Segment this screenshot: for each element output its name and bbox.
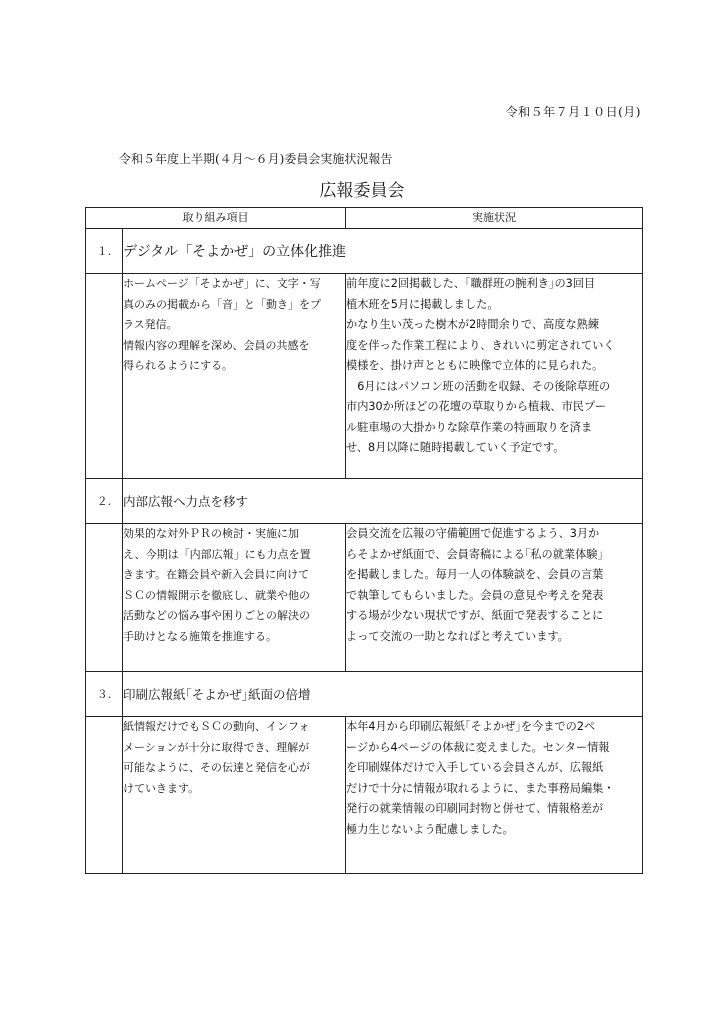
report-table xyxy=(85,207,643,874)
section-heading: 内部広報へ力点を移す xyxy=(123,479,643,524)
item-description: 効果的な対外ＰＲの検討・実施に加 え、今期は「内部広報」にも力点を置 きます。在籍会員や新入会員に向けて ＳＣの情報開示を徹底し、就業や他の 活動などの悩み事や困りごとの解決の 手助けとなる施策を推進する。 xyxy=(123,524,346,672)
report-date: 令和５年７月１０日(月) xyxy=(505,105,641,119)
item-description: ホームページ「そよかぜ」に、文字・写 真のみの掲載から「音」と「動き」をプ ラス発信。 情報内容の理解を深め、会員の共感を 得られるようにする。 xyxy=(123,274,346,479)
section-content-row xyxy=(86,274,643,479)
committee-title: 広報委員会 xyxy=(319,181,405,201)
status-description: 前年度に2回掲載した、｢職群班の腕利き｣の3回目 植木班を5月に掲載しました。 かなり生い茂った樹木が2時間余りで、高度な熟練 度を伴った作業工程により、きれいに剪定されていく 模様を、掛け声とともに映像で立体的に見られた。 6月にはパソコン班の活動を収録、その後除草班の 市内30か所ほどの花壇の草取りから植栽、市民プー ル駐車場の大掛かりな除草作業の特画取りを済ま せ、8月以降に随時掲載していく予定です。 xyxy=(346,274,643,479)
section-number: ３. xyxy=(86,672,123,717)
section-heading-row xyxy=(86,479,643,524)
section-heading-row xyxy=(86,229,643,274)
section-heading: 印刷広報紙｢そよかぜ｣紙面の倍增 xyxy=(123,672,643,717)
table-header-row xyxy=(86,208,643,229)
section-number: １. xyxy=(86,229,123,274)
section-heading: デジタル「そよかぜ」の立体化推進 xyxy=(123,229,643,274)
column-header-item: 取り組み項目 xyxy=(86,208,346,229)
report-subtitle: 令和５年度上半期(４月～６月)委員会実施状況報告 xyxy=(119,152,393,166)
status-description: 本年4月から印刷広報紙｢そよかぜ｣を今までの2ペ ージから4ページの体裁に変えました。センター情報 を印刷媒体だけで入手している会員さんが、広報紙 だけで十分に情報が取れるように、また事務局編集・ 発行の就業情報の印刷同封物と併せて、情報格差が 極力生じないよう配慮しました。 xyxy=(346,717,643,874)
number-column-spacer xyxy=(86,274,123,479)
number-column-spacer xyxy=(86,524,123,672)
status-description: 会員交流を広報の守備範囲で促進するよう、3月か らそよかぜ紙面で、会員寄稿による｢私の就業体験｣ を掲載しました。毎月一人の体験談を、会員の言葉 で執筆してもらいました。会員の意見や考えを発表 する場が少ない現状ですが、紙面で発表することに よって交流の一助となればと考えています。 xyxy=(346,524,643,672)
section-heading-row xyxy=(86,672,643,717)
number-column-spacer xyxy=(86,717,123,874)
section-number: ２. xyxy=(86,479,123,524)
column-header-status: 実施状況 xyxy=(346,208,643,229)
section-content-row xyxy=(86,717,643,874)
section-content-row xyxy=(86,524,643,672)
item-description: 紙情報だけでもＳＣの動向、インフォ メーションが十分に取得でき、理解が 可能なように、その伝達と発信を心が けていきます。 xyxy=(123,717,346,874)
